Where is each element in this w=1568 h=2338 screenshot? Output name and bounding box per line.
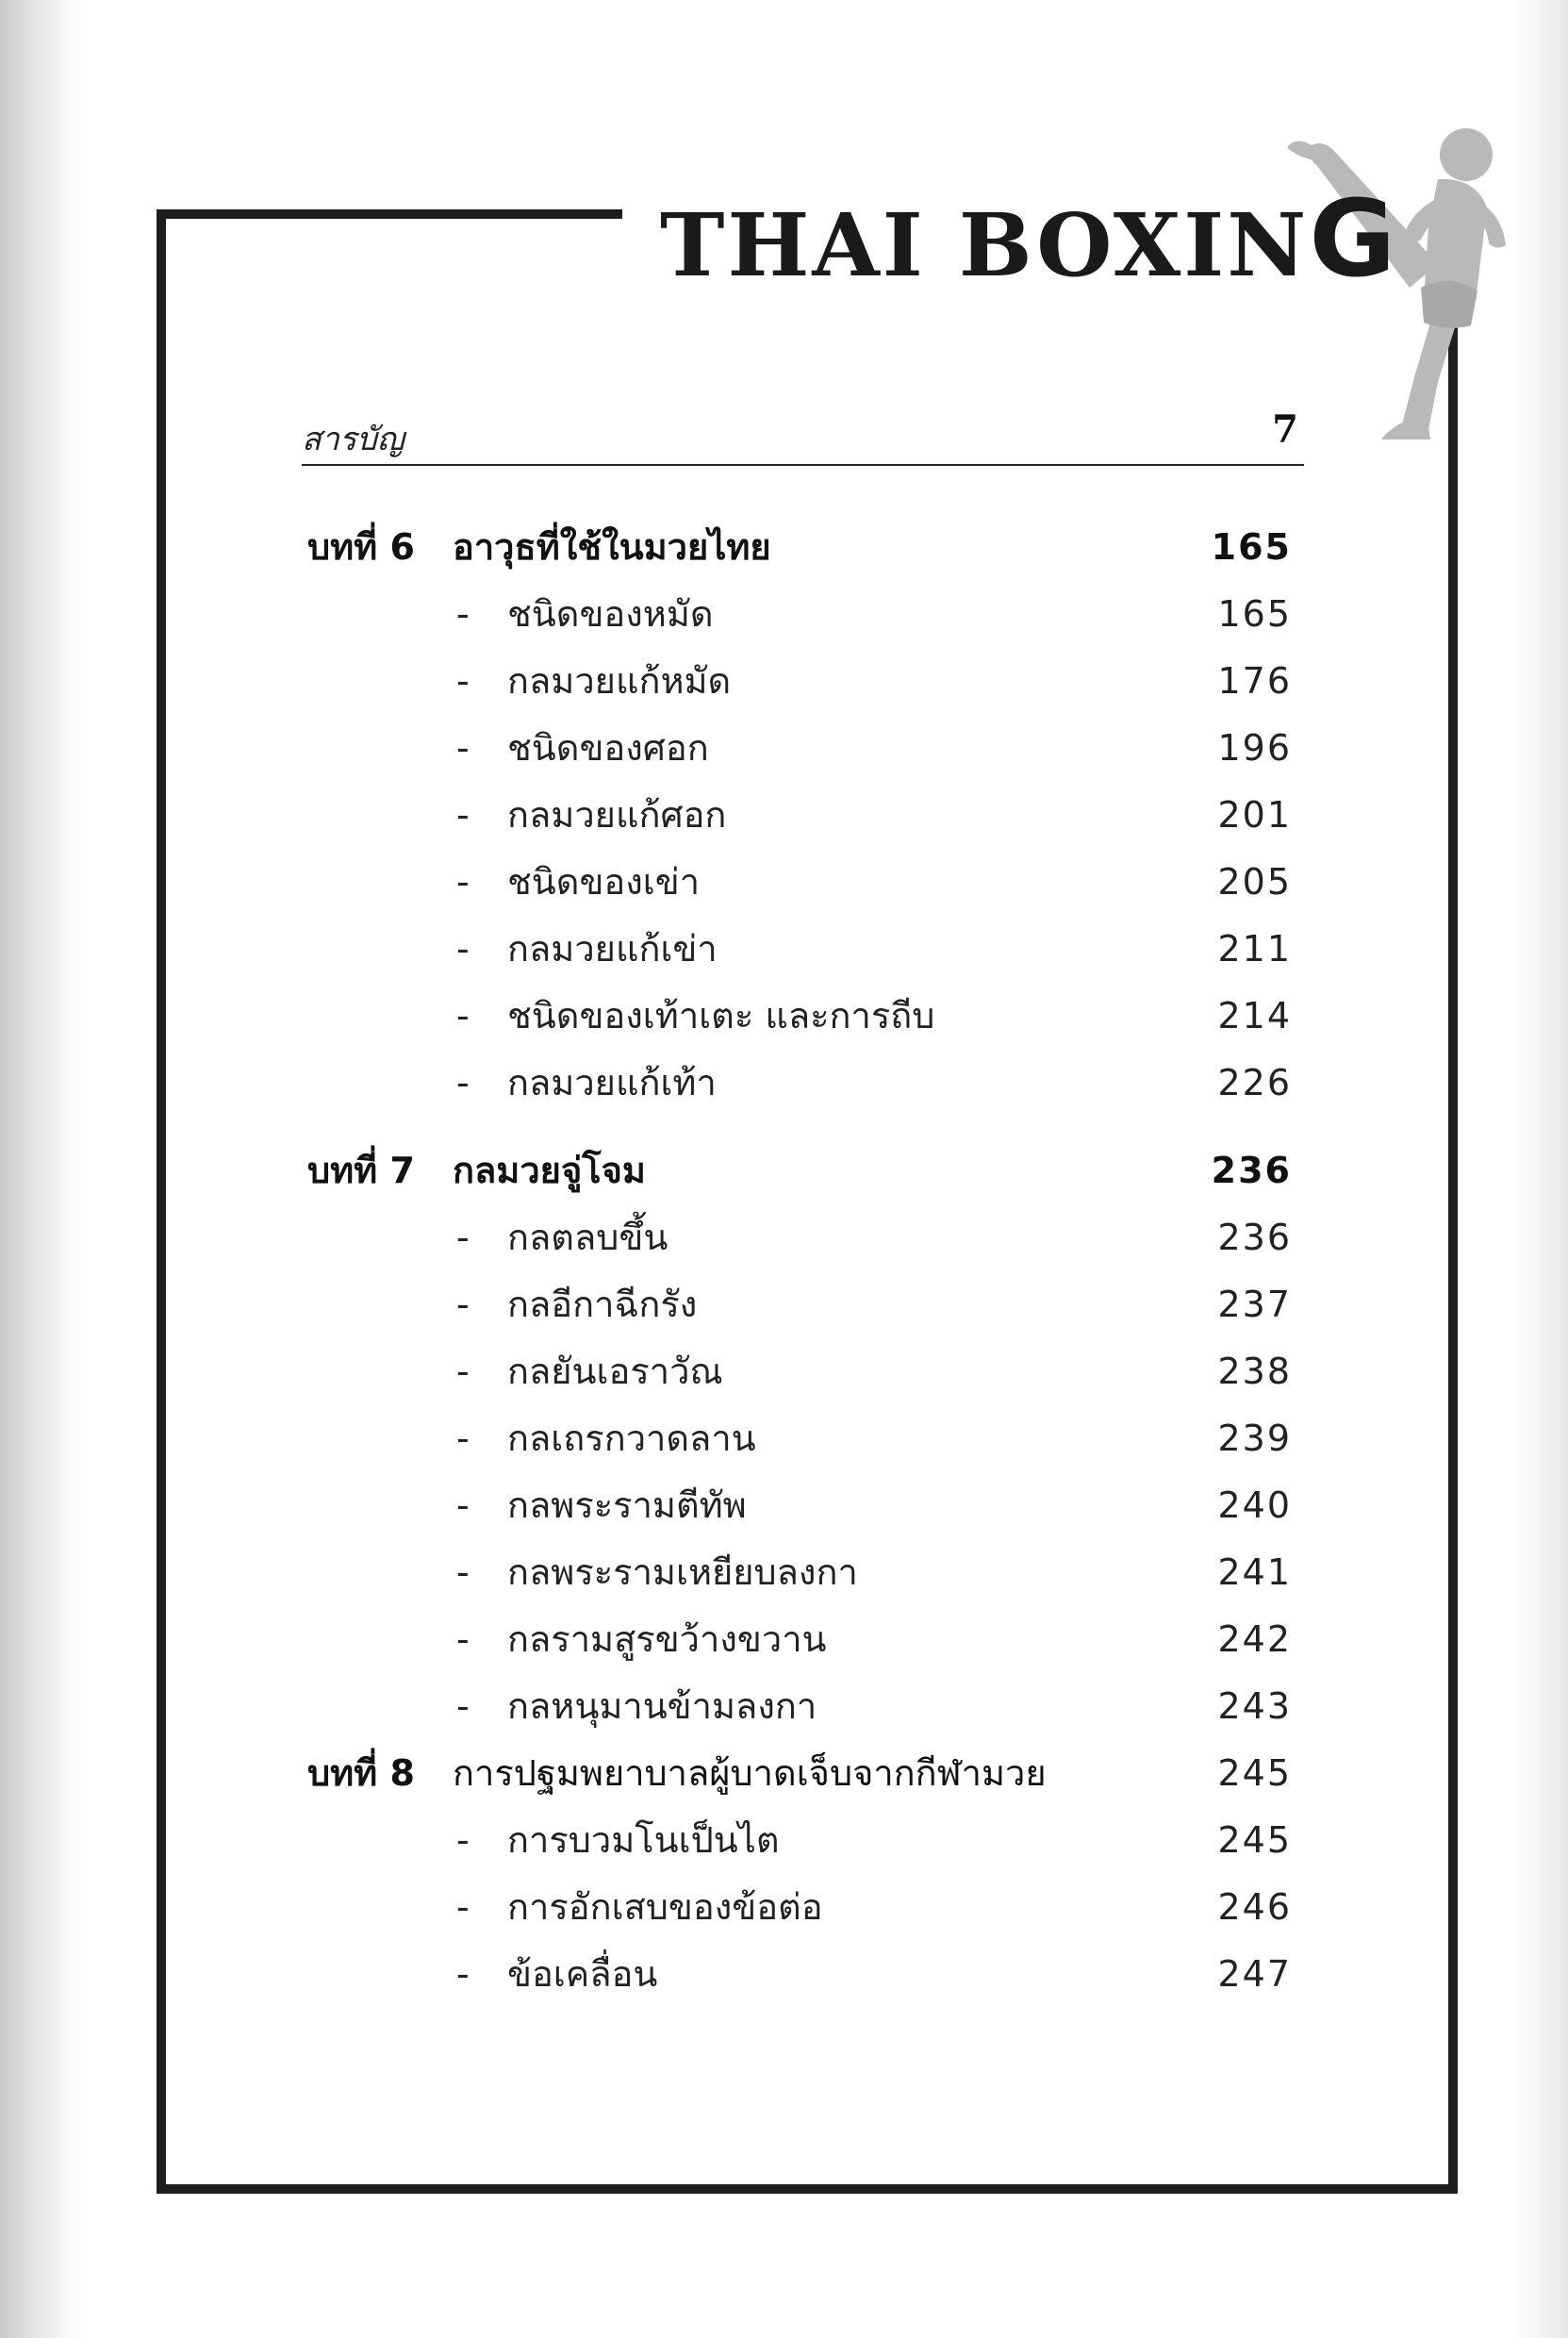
item-title: กลเถรกวาดลาน	[507, 1418, 756, 1459]
toc-item-row	[302, 1606, 1306, 1673]
toc-item-row	[302, 916, 1306, 983]
item-title: ชนิดของศอก	[507, 727, 709, 769]
toc-item-row	[302, 581, 1306, 648]
item-page-ref: 242	[1217, 1618, 1292, 1660]
item-title: กลรามสูรขว้างขวาน	[507, 1618, 827, 1660]
item-dash: -	[456, 1217, 470, 1258]
chapter-title: การปฐมพยาบาลผู้บาดเจ็บจากกีฬามวย	[453, 1752, 1047, 1794]
item-title: กลมวยแก้ศอก	[507, 794, 727, 836]
toc-chapter-row	[302, 514, 1306, 581]
item-title: กลตลบขึ้น	[507, 1217, 668, 1258]
toc-item-row	[302, 1050, 1306, 1117]
item-dash: -	[456, 1551, 470, 1593]
chapter-page-ref: 236	[1211, 1150, 1292, 1191]
item-page-ref: 196	[1217, 727, 1292, 769]
item-title: กลหนุมานข้ามลงกา	[507, 1685, 817, 1727]
item-dash: -	[456, 1351, 470, 1392]
item-title: ข้อเคลื่อน	[507, 1953, 658, 1995]
item-dash: -	[456, 928, 470, 970]
item-page-ref: 241	[1217, 1551, 1292, 1593]
item-page-ref: 239	[1217, 1418, 1292, 1459]
item-page-ref: 226	[1217, 1062, 1292, 1103]
chapter-page-ref: 165	[1211, 526, 1292, 568]
toc-item-row	[302, 1405, 1306, 1472]
toc-item-row	[302, 648, 1306, 715]
running-head	[302, 407, 1304, 466]
item-page-ref: 238	[1217, 1351, 1292, 1392]
book-title: THAI BOXING	[660, 178, 1399, 301]
item-dash: -	[456, 1062, 470, 1103]
chapter-label: บทที่ 8	[307, 1752, 415, 1794]
chapter-title: กลมวยจู่โจม	[453, 1150, 646, 1191]
chapter-title: อาวุธที่ใช้ในมวยไทย	[453, 526, 771, 568]
item-dash: -	[456, 1819, 470, 1861]
toc-item-row	[302, 1204, 1306, 1271]
item-title: กลพระรามเหยียบลงกา	[507, 1551, 858, 1593]
item-page-ref: 214	[1217, 995, 1292, 1036]
item-dash: -	[456, 1418, 470, 1459]
toc-item-row	[302, 1472, 1306, 1539]
item-page-ref: 246	[1217, 1886, 1292, 1928]
toc-item-row	[302, 1338, 1306, 1405]
item-dash: -	[456, 593, 470, 635]
item-title: การบวมโนเป็นไต	[507, 1819, 780, 1861]
toc-item-row	[302, 983, 1306, 1050]
toc-item-row	[302, 1874, 1306, 1941]
chapter-label: บทที่ 7	[307, 1150, 415, 1191]
item-title: กลอีกาฉีกรัง	[507, 1284, 698, 1325]
item-page-ref: 247	[1217, 1953, 1292, 1995]
item-title: ชนิดของหมัด	[507, 593, 714, 635]
item-page-ref: 243	[1217, 1685, 1292, 1727]
item-dash: -	[456, 1484, 470, 1526]
toc-item-row	[302, 1673, 1306, 1740]
item-title: กลมวยแก้เข่า	[507, 928, 718, 970]
toc-item-row	[302, 715, 1306, 782]
toc-item-row	[302, 1807, 1306, 1874]
toc-item-row	[302, 1539, 1306, 1606]
item-page-ref: 237	[1217, 1284, 1292, 1325]
item-title: การอักเสบของข้อต่อ	[507, 1886, 823, 1928]
item-title: ชนิดของเท้าเตะ และการถีบ	[507, 995, 935, 1036]
item-page-ref: 165	[1217, 593, 1292, 635]
running-head-title: สารบัญ	[302, 421, 404, 458]
item-page-ref: 211	[1217, 928, 1292, 970]
toc-chapter-row	[302, 1137, 1306, 1204]
item-dash: -	[456, 1953, 470, 1995]
item-dash: -	[456, 1685, 470, 1727]
toc-item-row	[302, 782, 1306, 849]
item-page-ref: 201	[1217, 794, 1292, 836]
toc-item-row	[302, 849, 1306, 916]
chapter-page-ref: 245	[1217, 1752, 1292, 1794]
item-title: กลยันเอราวัณ	[507, 1351, 723, 1392]
item-title: กลมวยแก้เท้า	[507, 1062, 717, 1103]
item-title: กลมวยแก้หมัด	[507, 660, 732, 702]
item-page-ref: 245	[1217, 1819, 1292, 1861]
item-dash: -	[456, 1284, 470, 1325]
item-page-ref: 236	[1217, 1217, 1292, 1258]
item-page-ref: 205	[1217, 861, 1292, 903]
toc-item-row	[302, 1271, 1306, 1338]
chapter-label: บทที่ 6	[307, 526, 415, 568]
page-number: 7	[1272, 407, 1298, 452]
item-title: ชนิดของเข่า	[507, 861, 701, 903]
item-page-ref: 240	[1217, 1484, 1292, 1526]
item-dash: -	[456, 794, 470, 836]
item-dash: -	[456, 660, 470, 702]
item-dash: -	[456, 995, 470, 1036]
item-title: กลพระรามตีทัพ	[507, 1484, 747, 1526]
item-page-ref: 176	[1217, 660, 1292, 702]
item-dash: -	[456, 1886, 470, 1928]
toc-item-row	[302, 1941, 1306, 2008]
item-dash: -	[456, 727, 470, 769]
book-title-last-letter: G	[1309, 178, 1399, 301]
item-dash: -	[456, 1618, 470, 1660]
item-dash: -	[456, 861, 470, 903]
page-gutter-shadow	[0, 0, 85, 2338]
table-of-contents	[302, 514, 1306, 2008]
toc-chapter-row	[302, 1740, 1306, 1807]
